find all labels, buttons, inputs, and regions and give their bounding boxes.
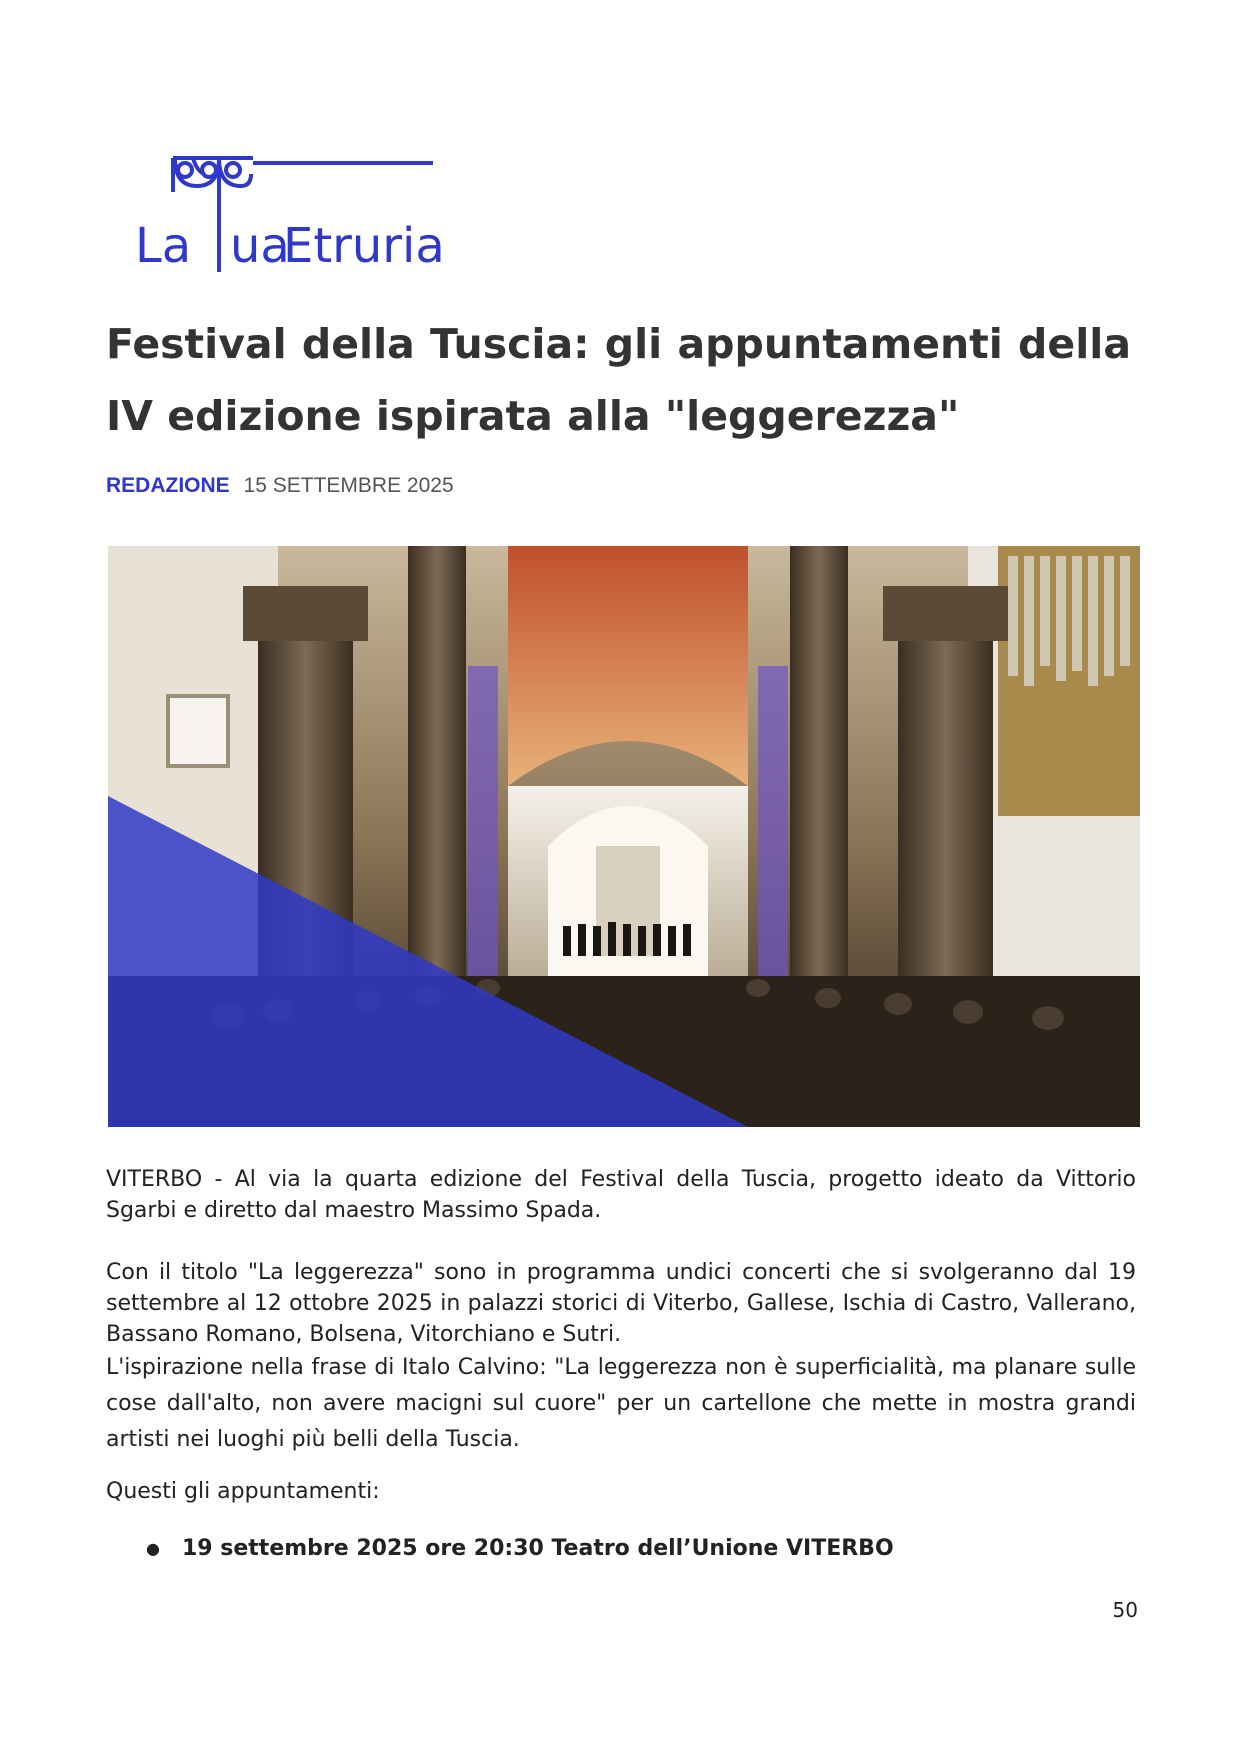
paragraph-intro: VITERBO - Al via la quarta edizione del Festival della Tuscia, progetto ideato da Vittorio Sgarbi e diretto dal maestro Massimo Spada. — [106, 1167, 1136, 1223]
article-title: Festival della Tuscia: gli appuntamenti della IV edizione ispirata alla "leggerezza" — [106, 320, 1131, 440]
svg-text:Etruria: Etruria — [283, 218, 445, 274]
article-hero-image — [108, 546, 1140, 1127]
svg-text:ua: ua — [230, 218, 290, 274]
paragraph-appointments-intro: Questi gli appuntamenti: — [106, 1479, 380, 1504]
la-tua-etruria-logo — [135, 152, 445, 277]
events-list — [146, 1533, 1136, 1564]
page-number: 50 — [1112, 1598, 1138, 1622]
site-logo[interactable] — [135, 152, 445, 277]
svg-text:La: La — [135, 218, 192, 274]
author-link[interactable]: REDAZIONE — [106, 474, 230, 497]
paragraph-inspiration: L'ispirazione nella frase di Italo Calvino: "La leggerezza non è superficialità, ma planare sulle cose dall'alto, non avere macigni sul cuore" per un cartellone che mette in mostra grandi artisti nei luoghi più belli della Tuscia. — [106, 1355, 1136, 1452]
article-body — [106, 1164, 1136, 1564]
publish-date: 15 SETTEMBRE 2025 — [243, 474, 454, 497]
article-byline — [106, 474, 454, 498]
paragraph-program: Con il titolo "La leggerezza" sono in programma undici concerti che si svolgeranno dal 19 settembre al 12 ottobre 2025 in palazzi storici di Viterbo, Gallese, Ischia di Castro, Vallerano, Bassano Romano, Bolsena, Vitorchiano e Sutri. — [106, 1260, 1136, 1347]
list-item: ● 19 settembre 2025 ore 20:30 Teatro dell’Unione VITERBO — [146, 1533, 1136, 1564]
